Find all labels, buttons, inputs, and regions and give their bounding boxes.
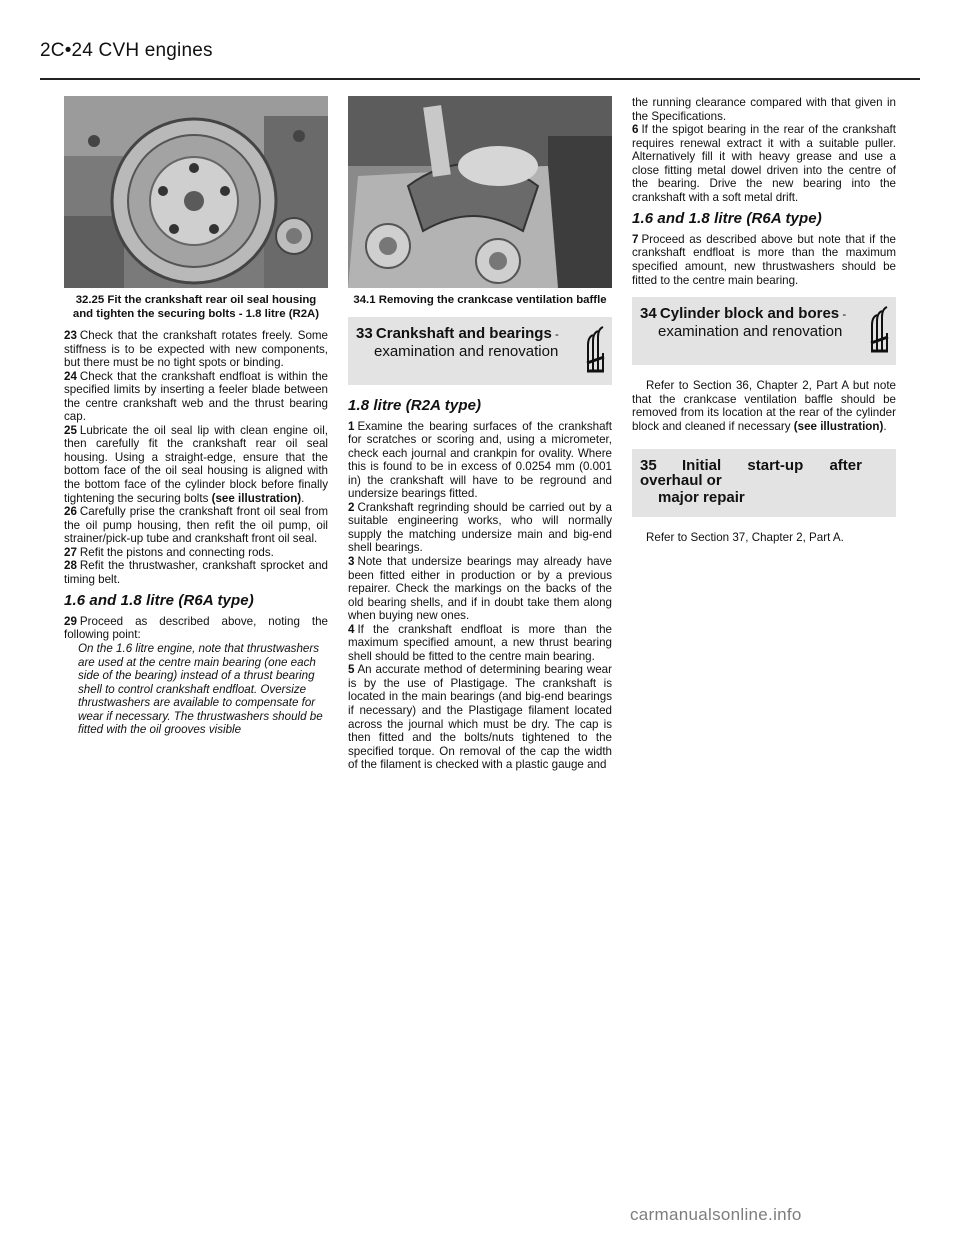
paragraph-number: 25	[64, 423, 77, 437]
paragraph-1	[348, 420, 612, 501]
paragraph-tail: .	[883, 419, 887, 433]
section-number: 35	[640, 457, 657, 475]
paragraph-7	[632, 233, 896, 287]
paragraph-text: Proceed as described above but note that if the crankshaft endfloat is more than the maximum specified amount, new thrustwashers should be fitted to the centre main bearing.	[632, 232, 896, 287]
paragraph-number: 27	[64, 545, 77, 559]
paragraph-27	[64, 546, 328, 560]
paragraph-number: 28	[64, 559, 77, 573]
paragraph-35: Refer to Section 37, Chapter 2, Part A.	[646, 531, 844, 545]
section-number: 34	[640, 305, 657, 323]
section-title: Initial start-up after overhaul or	[640, 457, 862, 489]
column-1	[64, 96, 328, 737]
subheading-r2a: 1.8 litre (R2A type)	[348, 397, 482, 414]
paragraph-text: Examine the bearing surfaces of the crankshaft for scratches or scoring and, using a micrometer, check each journal and crankpin for ovality. Where this is found to be in excess of 0.0254 mm (0.001 in) the crankshaft will have to be reground and undersize bearings fitted.	[348, 419, 612, 501]
paragraph-text: Check that the crankshaft rotates freely. Some stiffness is to be expected with new components, but there must be no tight spots or binding.	[64, 329, 328, 370]
difficulty-rating-icon	[584, 323, 606, 375]
header-rule	[40, 78, 920, 80]
section-33-heading	[348, 317, 612, 385]
thrustwasher-note: On the 1.6 litre engine, note that thrustwashers are used at the centre main bearing (one each side of the bearing) instead of a thrust bearing shell to control crankshaft endfloat. Oversize thrustwashers are available to compensate for wear if necessary. The thrustwashers should be fitted with the oil grooves visible	[78, 642, 323, 737]
photo-caption: 32.25 Fit the crankshaft rear oil seal housing and tighten the securing bolts - 1.8 litre (R2A)	[72, 294, 320, 320]
oil-seal-housing-illustration	[64, 96, 328, 288]
section-34-heading	[632, 297, 896, 365]
paragraph-number: 1	[348, 419, 355, 433]
paragraph-25	[64, 424, 328, 505]
paragraph-number: 6	[632, 123, 639, 137]
paragraph-text: Crankshaft regrinding should be carried out by a suitable engineering works, who will normally supply the matching undersize main and big-end shell bearings.	[348, 500, 612, 555]
column-2	[348, 96, 612, 772]
paragraph-text: Check that the crankshaft endfloat is within the specified limits by inserting a feeler blade between the centre crankshaft web and the thrust bearing cap.	[64, 369, 328, 424]
page-header: 2C•24 CVH engines	[40, 40, 213, 61]
paragraph-text: An accurate method of determining bearing wear is by the use of Plastigage. The crankshaft is located in the main bearings (and big-end bearings if necessary) and the Plastigage filament located across the journal which must be dry. The cap is then fitted and the bolts/nuts tightened to the specified torque. On removal of the cap the width of the filament is checked with a plastic gauge and	[348, 663, 612, 772]
photo-caption: 34.1 Removing the crankcase ventilation baffle	[353, 294, 607, 306]
paragraph-number: 24	[64, 369, 77, 383]
paragraph-number: 2	[348, 500, 355, 514]
section-subtitle: examination and renovation	[374, 342, 559, 360]
paragraph-26	[64, 505, 328, 546]
section-title: Cylinder block and bores	[659, 305, 840, 323]
paragraph-tail: .	[301, 491, 305, 505]
paragraph-text: If the spigot bearing in the rear of the crankshaft requires renewal extract it with a suitable puller. Alternatively fill it with heavy grease and use a close fitting metal dowel driven into the centre of the bearing. Drive the new bearing into the crankshaft with a soft metal drift.	[632, 123, 896, 204]
paragraph-number: 4	[348, 622, 355, 636]
section-dash: -	[839, 308, 847, 322]
paragraph-number: 29	[64, 614, 77, 628]
paragraph-number: 7	[632, 232, 639, 246]
paragraph-text: If the crankshaft endfloat is more than the maximum specified amount, a new thrust bearing shell should be fitted to the centre main bearing.	[348, 622, 612, 663]
paragraph-text: Lubricate the oil seal lip with clean engine oil, then carefully fit the crankshaft rear oil seal housing. Using a straight-edge, ensure that the bottom face of the oil seal housing is aligned with the bottom face of the cylinder block before finally tightening the securing bolts	[64, 423, 328, 505]
difficulty-rating-icon	[868, 303, 890, 355]
subheading-r6a: 1.6 and 1.8 litre (R6A type)	[632, 210, 822, 228]
ventilation-baffle-illustration	[348, 96, 612, 288]
paragraph-5-continued: the running clearance compared with that given in the Specifications.	[632, 96, 896, 123]
paragraph-text: Refer to Section 36, Chapter 2, Part A but note that the crankcase ventilation baffle should be removed from its location at the rear of the cylinder block and cleaned if necessary	[632, 379, 896, 433]
section-dash: -	[551, 328, 559, 341]
paragraph-text: Refit the pistons and connecting rods.	[79, 545, 274, 559]
subheading-r6a: 1.6 and 1.8 litre (R6A type)	[64, 592, 254, 610]
site-watermark: carmanualsonline.info	[630, 1205, 802, 1224]
paragraph-4	[348, 623, 612, 664]
paragraph-text: Refit the thrustwasher, crankshaft sprocket and timing belt.	[64, 559, 328, 586]
paragraph-text: Note that undersize bearings may already have been fitted either in production or by a previous repairer. Check the markings on the backs of the old bearing shells, and if in doubt take them along when buying new ones.	[348, 555, 612, 623]
paragraph-23	[64, 329, 328, 370]
paragraph-34	[632, 379, 896, 433]
illustration-reference: (see illustration)	[793, 419, 884, 433]
section-title: Crankshaft and bearings	[375, 325, 552, 342]
paragraph-2	[348, 501, 612, 555]
paragraph-6	[632, 123, 896, 204]
paragraph-29	[64, 615, 328, 642]
photo-oil-seal-housing	[64, 96, 328, 288]
paragraph-number: 3	[348, 555, 355, 569]
photo-ventilation-baffle	[348, 96, 612, 288]
paragraph-number: 5	[348, 663, 355, 677]
paragraph-number: 26	[64, 505, 77, 519]
illustration-reference: (see illustration)	[211, 491, 302, 505]
paragraph-24	[64, 370, 328, 424]
paragraph-text: Proceed as described above, noting the following point:	[64, 614, 328, 642]
section-number: 33	[356, 325, 373, 342]
paragraph-5	[348, 663, 612, 771]
paragraph-text: Carefully prise the crankshaft front oil seal from the oil pump housing, then refit the oil pump, oil strainer/pick-up tube and crankshaft front oil seal.	[64, 505, 328, 546]
paragraph-3	[348, 555, 612, 623]
section-subtitle: major repair	[658, 489, 745, 507]
paragraph-number: 23	[64, 329, 77, 342]
section-35-heading	[632, 449, 896, 517]
section-subtitle: examination and renovation	[658, 322, 843, 340]
paragraph-28	[64, 559, 328, 586]
column-3	[632, 96, 896, 545]
